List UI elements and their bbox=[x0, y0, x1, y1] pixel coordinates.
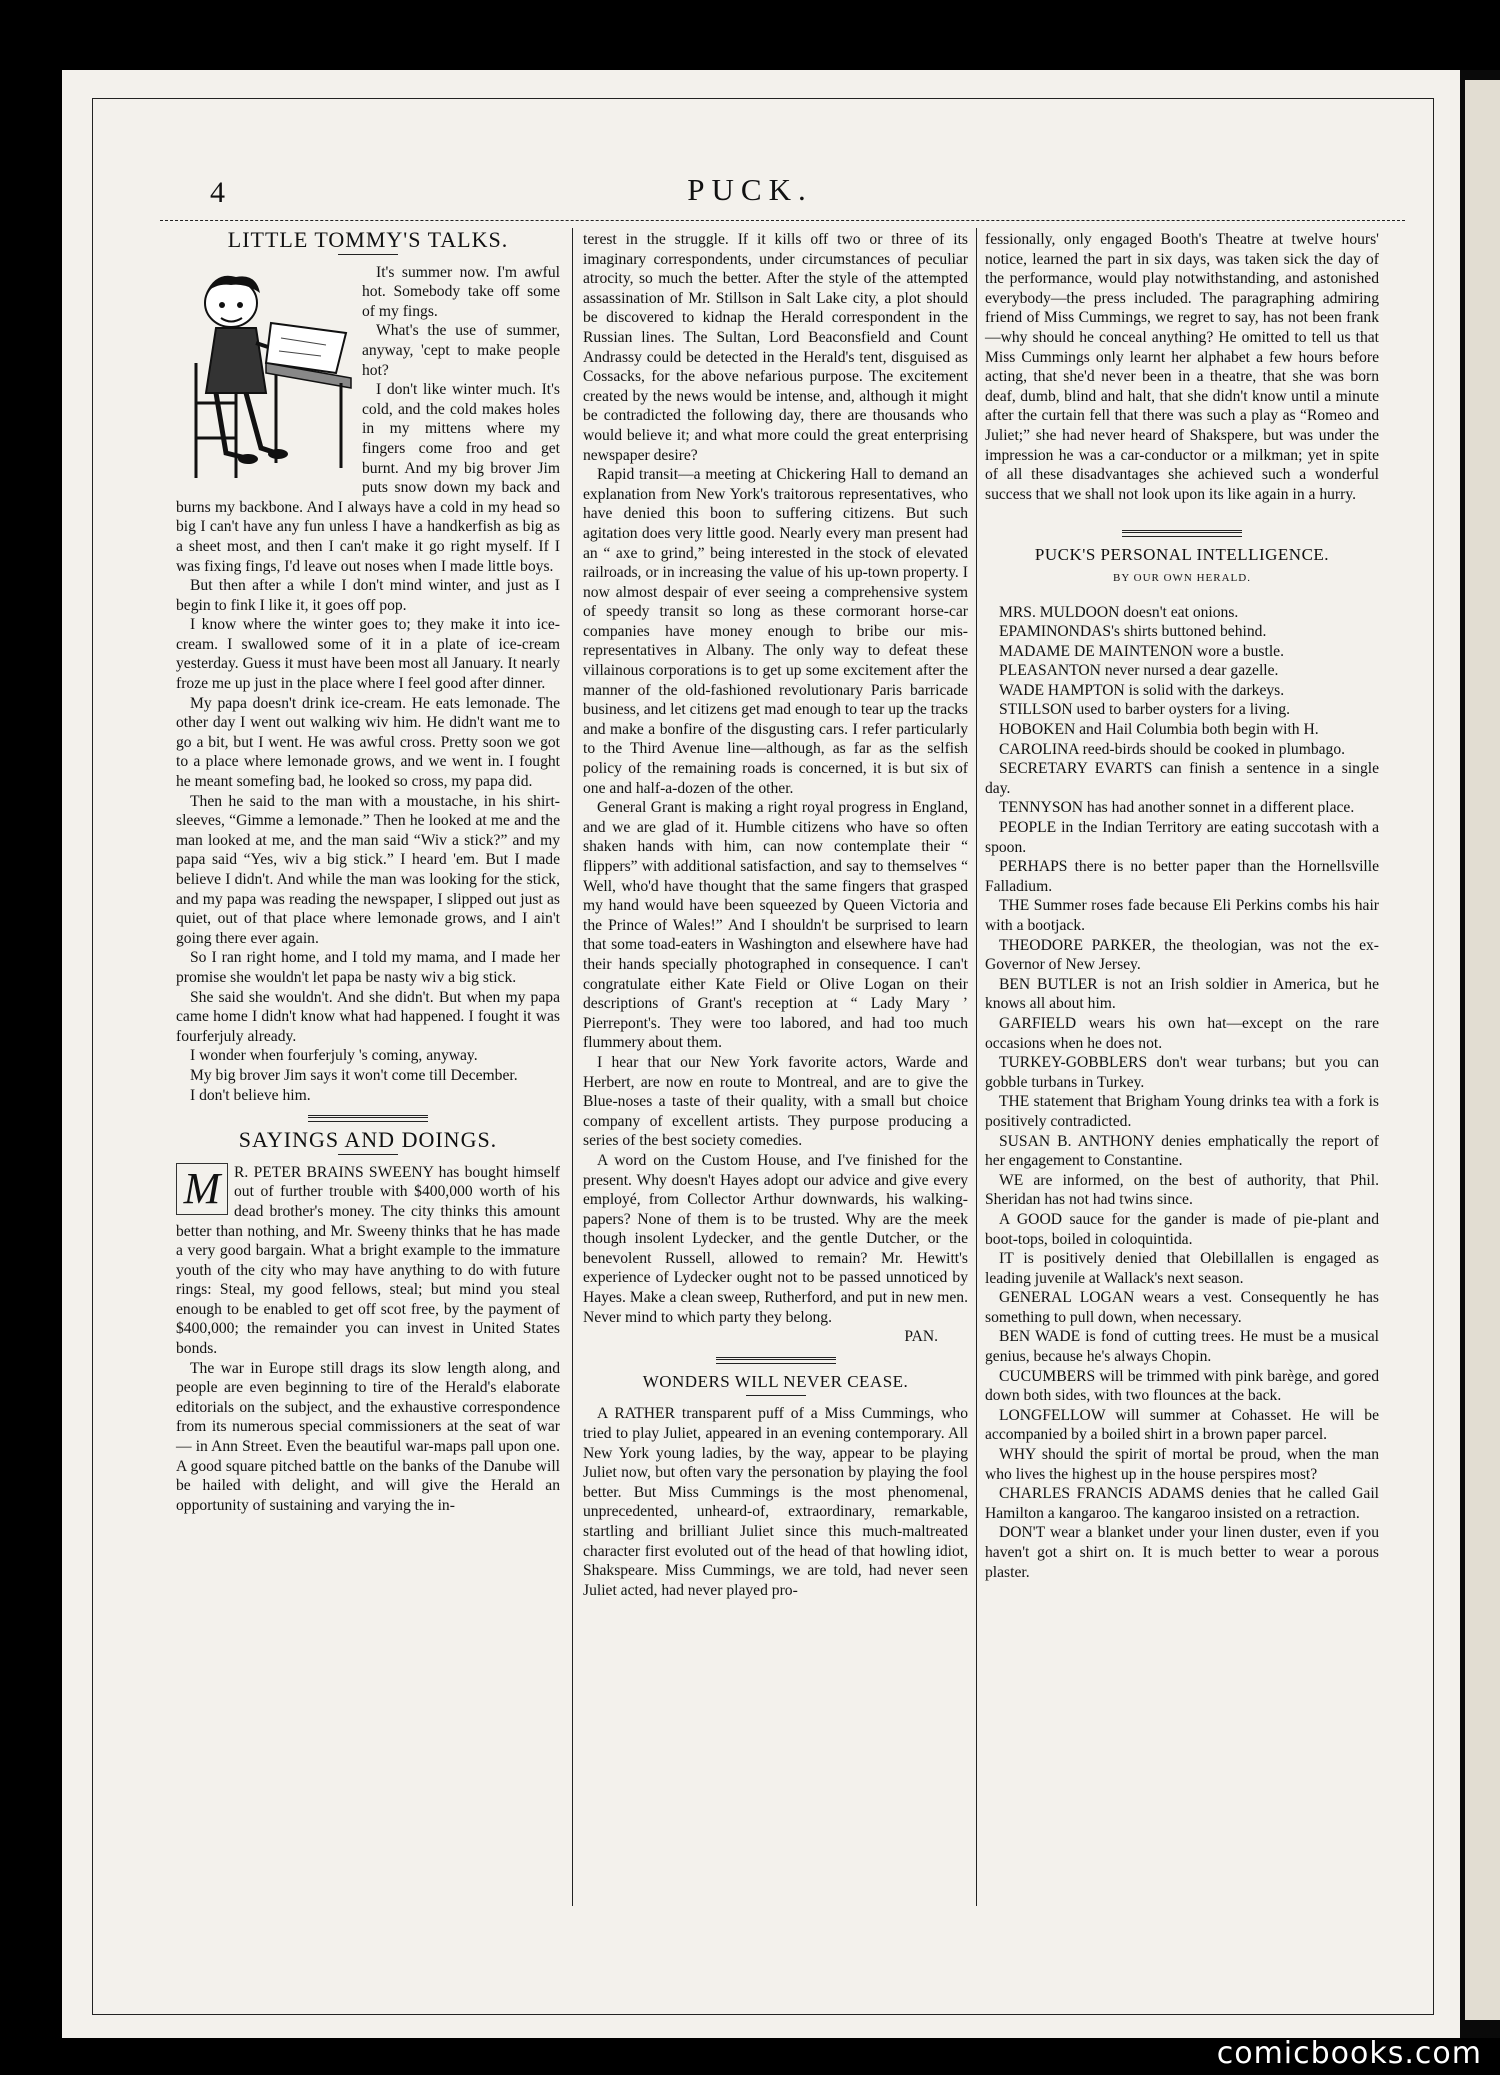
list-item: A GOOD sauce for the gander is made of pie-plant and boot-tops, boiled in coloquintida. bbox=[985, 1210, 1379, 1248]
list-item: BEN BUTLER is not an Irish soldier in America, but he knows all about him. bbox=[985, 975, 1379, 1013]
list-item: WHY should the spirit of mortal be proud, when the man who lives the highest up in the house perspires most? bbox=[985, 1446, 1379, 1483]
watermark: comicbooks.com bbox=[1216, 2036, 1482, 2071]
article-title-wonders-will-never-cease: WONDERS WILL NEVER CEASE. bbox=[642, 1371, 909, 1391]
boy-at-desk-illustration bbox=[176, 263, 356, 481]
section-divider bbox=[1122, 530, 1242, 537]
paragraph: A word on the Custom House, and I've finished for the present. Why doesn't Hayes adopt our advice and give every employé, from Collector Arthur downwards, his walking-papers? None of them is to be trusted. Why are the meek though insolent Lydecker, and the gentle Dutcher, or the benevolent Russell, allowed to remain? Mr. Hewitt's experience of Lydecker ought not to be passed unnoticed by Hayes. Make a clean sweep, Rutherford, and put in new men. Never mind to which party they belong. bbox=[583, 1151, 968, 1326]
list-item: WE are informed, on the best of authority, that Phil. Sheridan has not had twins since. bbox=[985, 1171, 1379, 1209]
column-3 bbox=[985, 230, 1379, 1582]
paragraph: I hear that our New York favorite actors, Warde and Herbert, are now en route to Montreal, and are to give the Blue-noses a taste of their quality, with a small but choice company of excellent artists. They purpose producing a series of the best society comedies. bbox=[583, 1053, 968, 1150]
column-2 bbox=[583, 230, 968, 1600]
paragraph: Rapid transit—a meeting at Chickering Hall to demand an explanation from New York's traitorous representatives, who have denied this boon to suffering citizens. But such agitation does very little good. Nearly every man present had an “ axe to grind,” being interested in the stock of elevated railroads, or in increasing the value of his up-town property. I now almost despair of ever seeing a comprehensive system of speedy transit so long as these cormorant horse-car companies have money enough to bribe our mis-representatives in Albany. The only way to defeat these villainous corporations is to get up some excitement after the manner of the old-fashioned revolutionary Paris barricade business, and let citizens get mad enough to tear up the tracks and make a bonfire of the disgusting cars. I refer particularly to the Third Avenue line—although, as far as the selfish policy of the remaining roads is concerned, it is but six of one and half-a-dozen of the other. bbox=[583, 466, 968, 797]
list-item: TENNYSON has had another sonnet in a different place. bbox=[999, 799, 1355, 817]
list-item: EPAMINONDAS's shirts buttoned behind. bbox=[999, 623, 1267, 641]
list-item: SECRETARY EVARTS can finish a sentence in a single day. bbox=[985, 760, 1379, 797]
list-item: CUCUMBERS will be trimmed with pink barège, and gored down both sides, with two flounces at the back. bbox=[985, 1367, 1379, 1405]
paragraph: I don't believe him. bbox=[190, 1086, 311, 1104]
paragraph: But then after a while I don't mind winter, and just as I begin to fink I like it, it goes off pop. bbox=[176, 577, 560, 614]
byline: BY OUR OWN HERALD. bbox=[1113, 571, 1251, 584]
article-title-sayings-and-doings: SAYINGS AND DOINGS. bbox=[238, 1127, 498, 1153]
column-1 bbox=[176, 227, 560, 1515]
article-title-pucks-personal-intelligence: PUCK'S PERSONAL INTELLIGENCE. bbox=[1034, 545, 1330, 565]
list-item: THEODORE PARKER, the theologian, was not the ex-Governor of New Jersey. bbox=[985, 936, 1379, 974]
paragraph: My big brover Jim says it won't come till December. bbox=[190, 1066, 518, 1084]
list-item: HOBOKEN and Hail Columbia both begin with H. bbox=[999, 721, 1319, 739]
masthead-title: PUCK. bbox=[687, 172, 813, 207]
paragraph: My papa doesn't drink ice-cream. He eats lemonade. The other day I went out walking wiv him. He didn't want me to go a bit, but I went. He was awful cross. Pretty soon we got to a place where lemonade grows, and we went in. I fought he meant somefing bad, he looked so cross, my papa did. bbox=[176, 694, 560, 791]
paragraph: I don't like winter much. It's cold, and the cold makes holes in my mittens where my fingers come froo and get burnt. And my big brover Jim puts snow down my back and burns my backbone. And I always have a cold in my head so big I can't have any fun unless I have a handkerfish as big as a sheet most, and then I can't make it go right myself. If I was fixing fings, I'd leave out noses when I made little boys. bbox=[176, 381, 560, 575]
list-item: IT is positively denied that Olebillallen is engaged as leading juvenile at Wallack's next season. bbox=[985, 1250, 1379, 1287]
section-divider bbox=[716, 1357, 836, 1364]
list-item: DON'T wear a blanket under your linen duster, even if you haven't got a shirt on. It is much better to wear a porous plaster. bbox=[985, 1524, 1379, 1581]
list-item: BEN WADE is fond of cutting trees. He must be a musical genius, because he's always Chopin. bbox=[985, 1328, 1379, 1366]
page-number: 4 bbox=[210, 176, 225, 209]
title-underline bbox=[338, 254, 398, 255]
paragraph: It's summer now. I'm awful hot. Somebody take off some of my fings. bbox=[362, 263, 560, 320]
paragraph: I know where the winter goes to; they make it into ice-cream. I swallowed some of it in a plate of ice-cream yesterday. Guess it must have been most all January. It nearly froze me up just in the place where I feel good after dinner. bbox=[176, 616, 560, 693]
list-item: CHARLES FRANCIS ADAMS denies that he called Gail Hamilton a kangaroo. The kangaroo insisted on a retraction. bbox=[985, 1485, 1379, 1522]
paragraph: fessionally, only engaged Booth's Theatre at twelve hours' notice, learned the part in six days, was taken sick the day of the performance, would play notwithstanding, and astonished everybody—the press included. The paragraphing admiring friend of Miss Cummings, we regret to say, has not been frank—why should he conceal anything? He omitted to tell us that Miss Cummings only learnt her alphabet a few hours before acting, that she'd never been in a theatre, that she was born deaf, dumb, blind and halt, that she didn't know until a minute after the curtain fell that there was such a play as “Romeo and Juliet;” she had never heard of Shakspere, but was under the impression he was a car-conductor or a milkman; yet in spite of all these disadvantages she achieved such a wonderful success that we shall not look upon its like again in a hurry. bbox=[985, 231, 1379, 503]
list-item: GENERAL LOGAN wears a vest. Consequently he has something to pull down, when necessary. bbox=[985, 1289, 1379, 1326]
list-item: TURKEY-GOBBLERS don't wear turbans; but you can gobble turbans in Turkey. bbox=[985, 1054, 1379, 1091]
title-underline bbox=[338, 1154, 398, 1155]
paragraph: I wonder when fourferjuly 's coming, anyway. bbox=[190, 1047, 478, 1065]
facing-page bbox=[1465, 80, 1500, 2020]
list-item: PLEASANTON never nursed a dear gazelle. bbox=[999, 662, 1279, 680]
list-item: CAROLINA reed-birds should be cooked in plumbago. bbox=[999, 740, 1346, 758]
paragraph: So I ran right home, and I told my mama, and I made her promise she wouldn't let papa be nasty wiv a big stick. bbox=[176, 949, 560, 986]
column-rule-2 bbox=[976, 228, 977, 1906]
list-item: MRS. MULDOON doesn't eat onions. bbox=[999, 603, 1239, 621]
paragraph: R. PETER BRAINS SWEENY has bought himself out of further trouble with $400,000 worth of his dead brother's money. The city thinks this amount better than nothing, and Mr. Sweeny thinks that he has made a very good bargain. What a bright example to the immature youth of the city who may have anything to do with future rings: Steal, my good fellows, steal; but mind you steal enough to be enabled to get off scot free, by the payment of $400,000; the remainder you can invest in United States bonds. bbox=[176, 1163, 560, 1358]
list-item: MADAME DE MAINTENON wore a bustle. bbox=[999, 642, 1284, 660]
list-item: LONGFELLOW will summer at Cohasset. He will be accompanied by a boiled shirt in a brown paper parcel. bbox=[985, 1406, 1379, 1444]
paragraph: She said she wouldn't. And she didn't. But when my papa came home I didn't know what had happened. I fought it was fourferjuly already. bbox=[176, 988, 560, 1045]
list-item: THE Summer roses fade because Eli Perkins combs his hair with a bootjack. bbox=[985, 897, 1379, 934]
header-rule bbox=[160, 220, 1405, 221]
list-item: PERHAPS there is no better paper than the Hornellsville Falladium. bbox=[985, 858, 1379, 895]
list-item: SUSAN B. ANTHONY denies emphatically the report of her engagement to Constantine. bbox=[985, 1132, 1379, 1170]
list-item: STILLSON used to barber oysters for a living. bbox=[999, 701, 1291, 719]
ornamental-drop-cap: M bbox=[176, 1163, 228, 1215]
column-rule-1 bbox=[572, 228, 573, 1906]
paragraph: A RATHER transparent puff of a Miss Cummings, who tried to play Juliet, appeared in an evening contemporary. All New York young ladies, by the way, appear to be playing Juliet now, but often vary the personation by playing the fool better. But Miss Cummings is the most phenomenal, unprecedented, unheard-of, extraordinary, remarkable, startling and brilliant Juliet since this much-maltreated character first evoluted out of the head of that howling idiot, Shakspeare. Miss Cummings, we are told, had never seen Juliet acted, had never played pro- bbox=[583, 1405, 968, 1599]
paragraph: The war in Europe still drags its slow length along, and people are even beginning to tire of the Herald's elaborate editorials on the subject, and the exhaustive correspondence from its numerous special commissioners at the seat of war— in Ann Street. Even the beautiful war-maps pall upon one. A good square pitched battle on the banks of the Danube will be hailed with delight, and will give the Herald an opportunity of sustaining and varying the in- bbox=[176, 1359, 560, 1514]
paragraph: General Grant is making a right royal progress in England, and we are glad of it. Humble citizens who have so often shaken hands with him, can now contemplate their “ flippers” with additional satisfaction, and say to themselves “ Well, who'd have thought that the same fingers that grasped my hand would have been squeezed by Queen Victoria and the Prince of Wales!” And I shouldn't be surprised to learn that some toad-eaters in Washington and elsewhere have had their hands specially photographed in consequence. I can't congratulate either Kate Field or Olive Logan on their descriptions of Grant's reception at “ Lady Mary ’ Pierrepont's. They were too labored, and had too much flummery about them. bbox=[583, 799, 968, 1052]
title-underline bbox=[746, 1395, 806, 1396]
paragraph: What's the use of summer, anyway, 'cept to make people hot? bbox=[362, 322, 560, 379]
author-signature: PAN. bbox=[904, 1328, 938, 1346]
list-item: PEOPLE in the Indian Territory are eating succotash with a spoon. bbox=[985, 819, 1379, 856]
paragraph: Then he said to the man with a moustache, in his shirt-sleeves, “Gimme a lemonade.” Then he looked at me and the man looked at me, and the man said “Wiv a stick?” and my papa said “Yes, wiv a big stick.” I heard 'em. But I made believe I didn't. And while the man was looking for the stick, and my papa was reading the newspaper, I slipped out just as quiet, out of that place where lemonade grows, and I ain't going there ever again. bbox=[176, 792, 560, 947]
paragraph: terest in the struggle. If it kills off two or three of its imaginary correspondents, under circumstances of peculiar atrocity, so much the better. After the style of the attempted assassination of Mr. Stillson in Salt Lake city, a plot should be discovered to kidnap the Herald correspondent in the Russian lines. The Sultan, Lord Beaconsfield and Count Andrassy could be detected in the Herald's tent, disguised as Cossacks, for the above nefarious purpose. The excitement created by the news would be intense, and, although it might be contradicted the following day, there are thousands who would believe it; and what more could the great enterprising newspaper desire? bbox=[583, 231, 968, 464]
list-item: GARFIELD wears his own hat—except on the rare occasions when he does not. bbox=[985, 1014, 1379, 1052]
article-title-little-tommys-talks: LITTLE TOMMY'S TALKS. bbox=[227, 227, 509, 252]
list-item: WADE HAMPTON is solid with the darkeys. bbox=[999, 681, 1285, 699]
section-divider bbox=[308, 1115, 428, 1122]
list-item: THE statement that Brigham Young drinks tea with a fork is positively contradicted. bbox=[985, 1093, 1379, 1130]
